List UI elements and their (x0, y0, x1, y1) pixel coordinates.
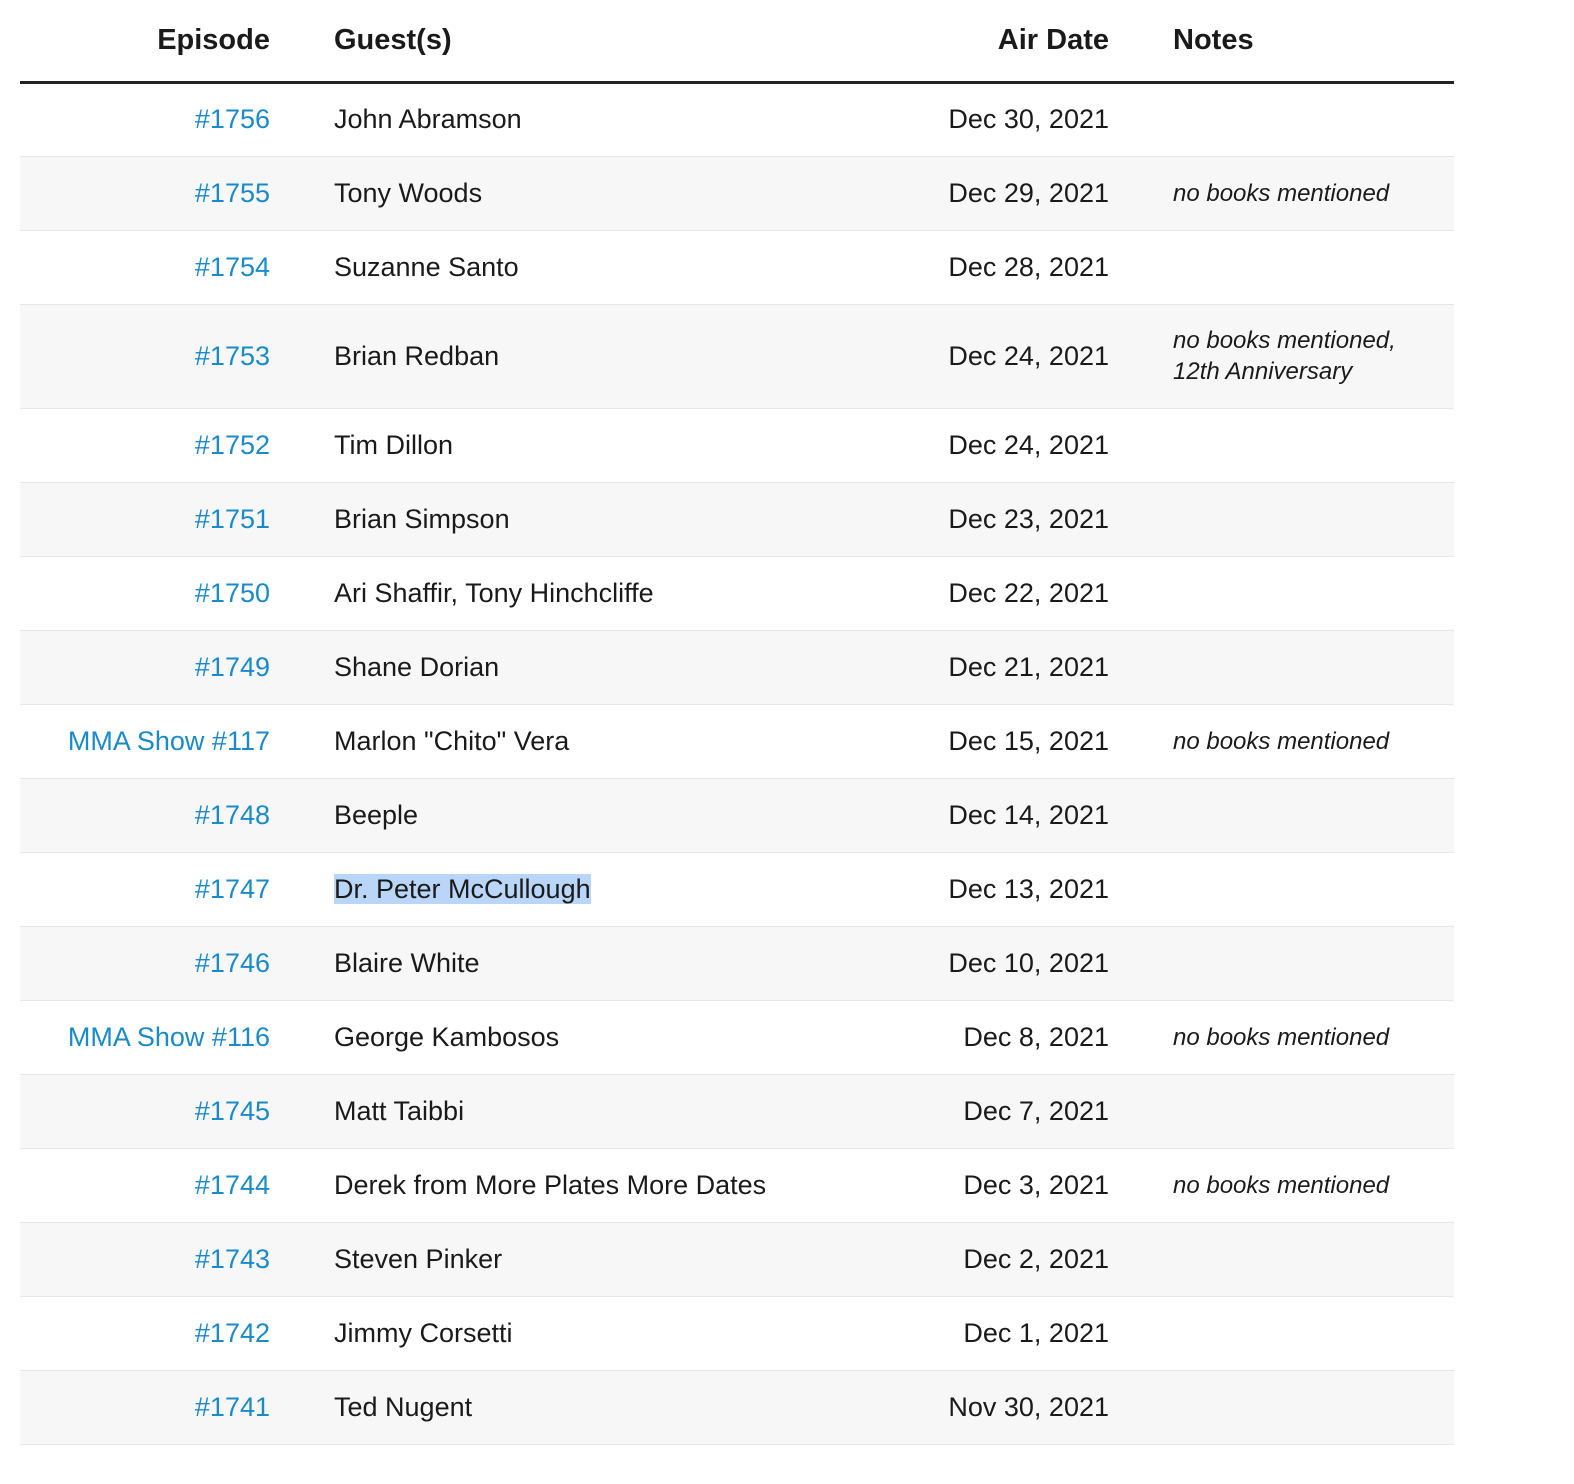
notes-cell (1109, 408, 1454, 482)
episode-cell (20, 778, 270, 852)
notes-cell (1109, 926, 1454, 1000)
episode-link[interactable]: #1755 (194, 177, 270, 208)
guest-cell: Shane Dorian (334, 651, 500, 682)
episode-link[interactable]: #1748 (194, 799, 270, 830)
air-date-cell: Dec 8, 2021 (963, 1021, 1109, 1052)
episode-link[interactable]: #1743 (194, 1243, 270, 1274)
guest-cell: Tony Woods (334, 177, 483, 208)
episode-cell (20, 230, 270, 304)
notes-cell: no books mentioned (1173, 1171, 1390, 1199)
episode-link[interactable]: #1753 (194, 340, 270, 371)
episode-cell (20, 1000, 270, 1074)
episode-link[interactable]: #1747 (194, 873, 270, 904)
header-episode[interactable]: Episode (20, 0, 270, 82)
guest-cell: Brian Redban (334, 340, 500, 371)
guest-cell: Brian Simpson (334, 503, 510, 534)
air-date-cell: Dec 1, 2021 (963, 1317, 1109, 1348)
guest-cell: Marlon "Chito" Vera (334, 725, 570, 756)
notes-cell (1109, 852, 1454, 926)
table-row (20, 630, 1454, 704)
episode-link[interactable]: #1750 (194, 577, 270, 608)
table-row (20, 1296, 1454, 1370)
air-date-cell: Dec 15, 2021 (948, 725, 1109, 756)
air-date-cell: Dec 10, 2021 (948, 947, 1109, 978)
header-air-date[interactable]: Air Date (872, 0, 1109, 82)
episode-link[interactable]: MMA Show #117 (67, 725, 270, 756)
guest-cell: Steven Pinker (334, 1243, 503, 1274)
air-date-cell: Dec 24, 2021 (948, 429, 1109, 460)
table-row (20, 1000, 1454, 1074)
air-date-cell: Dec 13, 2021 (948, 873, 1109, 904)
notes-cell (1109, 778, 1454, 852)
table-row (20, 926, 1454, 1000)
episode-cell (20, 556, 270, 630)
notes-line: no books mentioned, (1173, 327, 1396, 354)
air-date-cell: Dec 22, 2021 (948, 577, 1109, 608)
table-row (20, 1148, 1454, 1222)
air-date-cell: Dec 2, 2021 (963, 1243, 1109, 1274)
guest-cell: Blaire White (334, 947, 480, 978)
table-row (20, 304, 1454, 408)
air-date-cell: Dec 29, 2021 (948, 177, 1109, 208)
selected-guest-text: Dr. Peter McCullough (334, 873, 591, 904)
table-row (20, 230, 1454, 304)
table-row (20, 482, 1454, 556)
table-row (20, 778, 1454, 852)
header-notes[interactable]: Notes (1109, 0, 1454, 82)
guest-cell: Ted Nugent (334, 1391, 473, 1422)
episode-link[interactable]: #1754 (194, 251, 270, 282)
episode-cell (20, 1222, 270, 1296)
notes-cell (1109, 1074, 1454, 1148)
episodes-table (20, 0, 1454, 1445)
air-date-cell: Nov 30, 2021 (948, 1391, 1109, 1422)
air-date-cell: Dec 7, 2021 (963, 1095, 1109, 1126)
episode-cell (20, 482, 270, 556)
guest-cell: Beeple (334, 799, 419, 830)
notes-cell (1109, 1296, 1454, 1370)
table-row (20, 556, 1454, 630)
episode-cell (20, 1370, 270, 1444)
header-row (20, 0, 1454, 82)
episode-cell (20, 630, 270, 704)
episode-link[interactable]: #1742 (194, 1317, 270, 1348)
air-date-cell: Dec 30, 2021 (948, 104, 1109, 134)
episode-cell (20, 1074, 270, 1148)
notes-cell (1109, 630, 1454, 704)
episode-cell (20, 852, 270, 926)
episode-link[interactable]: #1756 (194, 104, 270, 134)
notes-cell (1109, 304, 1454, 408)
episode-link[interactable]: #1744 (194, 1169, 270, 1200)
guest-cell: Ari Shaffir, Tony Hinchcliffe (334, 577, 654, 608)
table-row (20, 1074, 1454, 1148)
episode-cell (20, 704, 270, 778)
table-row (20, 156, 1454, 230)
notes-cell (1109, 482, 1454, 556)
notes-cell (1109, 1222, 1454, 1296)
episode-link[interactable]: #1745 (194, 1095, 270, 1126)
episode-cell (20, 408, 270, 482)
guest-cell (270, 852, 872, 926)
episode-cell (20, 1148, 270, 1222)
air-date-cell: Dec 24, 2021 (948, 340, 1109, 371)
table-header (20, 0, 1454, 82)
notes-cell (1109, 230, 1454, 304)
episode-link[interactable]: #1751 (194, 503, 270, 534)
episode-cell (20, 156, 270, 230)
episodes-table-container (20, 0, 1454, 1445)
episode-link[interactable]: #1741 (194, 1391, 270, 1422)
episode-link[interactable]: #1746 (194, 947, 270, 978)
notes-cell: no books mentioned (1173, 179, 1390, 207)
notes-line: 12th Anniversary (1173, 358, 1353, 385)
episode-link[interactable]: #1749 (194, 651, 270, 682)
air-date-cell: Dec 14, 2021 (948, 799, 1109, 830)
episode-link[interactable]: #1752 (194, 429, 270, 460)
table-body (20, 82, 1454, 1444)
table-row (20, 82, 1454, 156)
air-date-cell: Dec 23, 2021 (948, 503, 1109, 534)
guest-cell: Matt Taibbi (334, 1095, 465, 1126)
episode-cell (20, 1296, 270, 1370)
table-row (20, 704, 1454, 778)
air-date-cell: Dec 28, 2021 (948, 251, 1109, 282)
guest-cell: John Abramson (334, 104, 522, 134)
notes-cell (1109, 82, 1454, 156)
episode-link[interactable]: MMA Show #116 (67, 1021, 270, 1052)
notes-cell (1109, 556, 1454, 630)
guest-cell: George Kambosos (334, 1021, 560, 1052)
guest-cell: Jimmy Corsetti (334, 1317, 513, 1348)
air-date-cell: Dec 3, 2021 (963, 1169, 1109, 1200)
table-row (20, 852, 1454, 926)
guest-cell: Derek from More Plates More Dates (334, 1169, 767, 1200)
episode-cell (20, 82, 270, 156)
notes-cell (1109, 1370, 1454, 1444)
table-row (20, 408, 1454, 482)
table-row (20, 1222, 1454, 1296)
episode-cell (20, 304, 270, 408)
guest-cell: Suzanne Santo (334, 251, 519, 282)
guest-cell: Tim Dillon (334, 429, 454, 460)
episode-cell (20, 926, 270, 1000)
air-date-cell: Dec 21, 2021 (948, 651, 1109, 682)
header-guests[interactable]: Guest(s) (270, 0, 872, 82)
notes-cell: no books mentioned (1173, 727, 1390, 755)
notes-cell: no books mentioned (1173, 1023, 1390, 1051)
table-row (20, 1370, 1454, 1444)
